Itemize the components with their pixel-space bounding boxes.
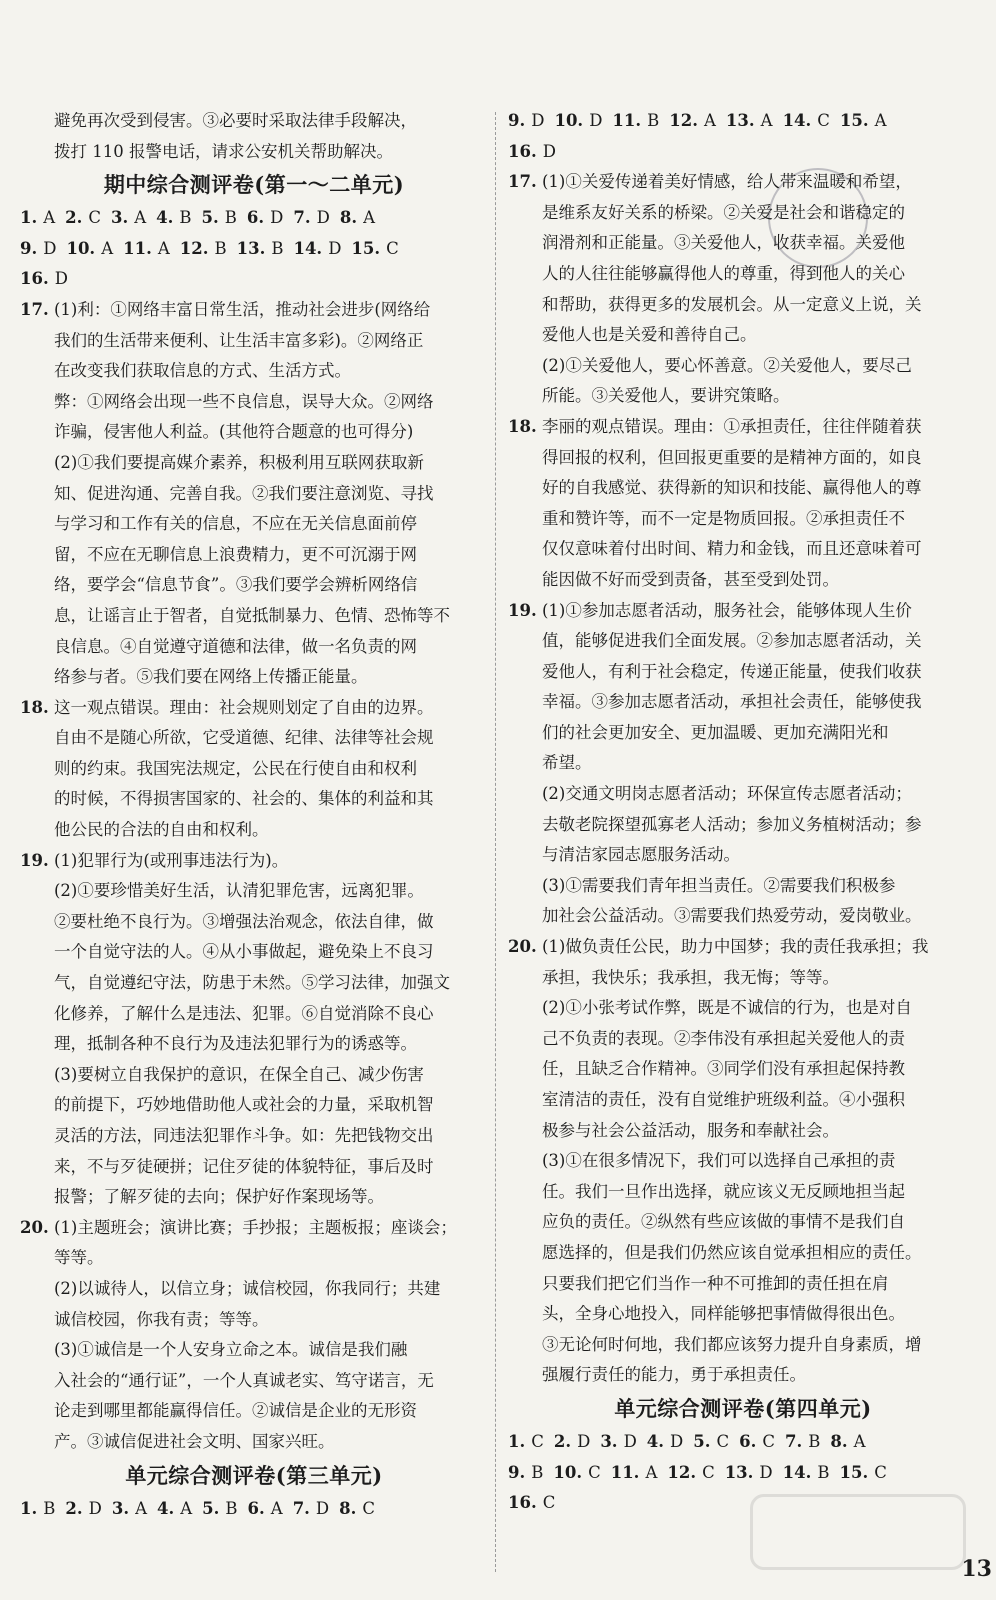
answer-text-line: 与清洁家园志愿服务活动。 [542,845,740,865]
answer-item [202,208,237,227]
answer-text-line: 拨打 110 报警电话，请求公安机关帮助解决。 [54,141,393,161]
answer-item [554,111,602,130]
answer-choice: C [88,208,102,228]
answer-choice: B [808,1431,821,1451]
question-number: 11. [123,238,152,258]
answer-item [202,1499,237,1518]
answer-item [785,1432,820,1451]
answer-item [340,208,375,227]
answer-text-line: (2)①我们要提高媒介素养，积极利用互联网获取新 [54,452,424,472]
answer-item [647,1432,683,1451]
answer-item [830,1432,865,1451]
answer-item [293,1499,329,1518]
question-line [508,596,978,627]
answer-text-line: 一个自觉守法的人。④从小事做起，避免染上不良习 [54,942,434,962]
question-number: 11. [612,111,642,130]
answer-item [783,1463,830,1482]
answer-text-line: 希望。 [542,753,592,773]
answer-text-line: 气，自觉遵纪守法，防患于未然。⑤学习法律，加强文 [54,973,450,993]
answer-item [247,208,283,227]
question-line [508,167,978,198]
answer-choice: D [531,111,545,130]
question-number: 19. [508,600,537,620]
question-number: 6. [739,1431,757,1451]
answer-row [508,1488,978,1519]
answer-item [156,208,191,227]
answer-row [20,234,488,265]
question-number: 16. [508,1493,537,1513]
answer-item [739,1432,775,1451]
answer-text: (1)主题班会；演讲比赛；手抄报；主题板报；座谈会； [54,1217,457,1237]
question-line [20,846,488,877]
answer-text-line: (2)以诚待人，以信立身；诚信校园，你我同行；共建 [54,1278,441,1298]
answer-text-line: 头，全身心地投入，同样能够把事情做得很出色。 [542,1304,905,1324]
answer-text-line: 值，能够促进我们全面发展。②参加志愿者活动，关 [542,631,922,651]
answer-choice: A [101,238,114,258]
question-line [20,1213,488,1244]
answer-choice: D [623,1431,637,1451]
question-number: 5. [693,1431,711,1451]
answer-item [667,1463,714,1482]
answer-text-line: 自由不是随心所欲，它受道德、纪律、法律等社会规 [54,728,434,748]
answer-item [611,1463,658,1482]
answer-text-line: 弊：①网络会出现一些不良信息，误导大众。②网络 [54,391,434,411]
question-number: 12. [179,238,209,258]
answer-text-line: 应负的责任。②纵然有些应该做的事情不是我们自 [542,1212,905,1232]
answer-text-line: 润滑剂和正能量。③关爱他人，收获幸福。关爱他 [542,233,905,253]
answer-choice: C [716,1431,730,1451]
answer-choice: C [762,1431,775,1451]
question-number: 6. [247,1498,265,1518]
answer-text-line: 灵活的方法，同违法犯罪作斗争。如：先把钱物交出 [54,1126,434,1145]
answer-item [600,1432,636,1451]
question-number: 1. [20,1498,38,1518]
answer-item [693,1432,729,1451]
answer-text: (1)做负责任公民，助力中国梦；我的责任我承担；我 [542,937,929,957]
question-line [20,693,488,724]
answer-choice: A [43,208,56,228]
question-number: 9. [508,111,526,130]
answer-item [20,269,68,288]
answer-text-line: 强履行责任的能力，勇于承担责任。 [542,1365,806,1385]
question-number: 5. [201,208,219,228]
answer-choice: C [542,1493,556,1513]
answer-item [293,208,329,227]
answer-text-line: 报警；了解歹徒的去向；保护好作案现场等。 [54,1187,384,1207]
question-number: 14. [782,1462,812,1482]
answer-choice: D [542,141,556,161]
answer-choice: C [386,238,399,258]
answer-choice: A [704,111,716,130]
answer-text: 这一观点错误。理由：社会规则划定了自由的边界。 [54,697,434,717]
answer-text: 李丽的观点错误。理由：①承担责任，往往伴随着获 [542,416,922,436]
question-number: 20. [20,1217,49,1237]
answer-row [20,1494,488,1525]
answer-text-line: (2)①小张考试作弊，既是不诚信的行为，也是对自 [542,998,912,1018]
answer-text-line: 入社会的“通行证”，一个人真诚老实、笃守诺言，无 [54,1370,434,1390]
answer-text-line: ②要杜绝不良行为。③增强法治观念，依法自律，做 [54,911,434,931]
question-number: 7. [292,1498,310,1518]
answer-text-line: 仅仅意味着付出时间、精力和金钱，而且还意味着可 [542,539,922,559]
answer-text-line: 重和赞许等，而不一定是物质回报。②承担责任不 [542,508,905,528]
answer-text-line: 爱他人，有利于社会稳定，传递正能量，使我们收获 [542,661,922,681]
answer-choice: A [134,208,147,228]
answer-item [553,1463,600,1482]
section-heading: 期中综合测评卷(第一～二单元) [103,172,405,198]
answer-choice: D [54,269,68,289]
right-column [508,106,978,1519]
answer-text-line: 化修养，了解什么是违法、犯罪。⑥自觉消除不良心 [54,1003,434,1023]
question-number: 4. [646,1431,665,1451]
answer-row [508,106,978,137]
answer-text-line: 承担，我快乐；我承担，我无悔；等等。 [542,967,839,987]
answer-text-line: 的前提下，巧妙地借助他人或社会的力量，采取机智 [54,1095,434,1115]
answer-item [612,111,659,130]
answer-text-line: 则的约束。我国宪法规定，公民在行使自由和权利 [54,758,417,778]
answer-text-line: 的时候，不得损害国家的、社会的、集体的利益和其 [54,789,434,809]
question-number: 17. [508,172,537,192]
column-divider [495,112,496,1572]
answer-item [112,1499,147,1518]
question-number: 11. [610,1462,640,1482]
answer-text-line: 愿选择的，但是我们仍然应该自觉承担相应的责任。 [542,1242,922,1262]
answer-text-line: 息，让谣言止于智者，自觉抵制暴力、色情、恐怖等不 [54,605,450,625]
answer-text-line: 等等。 [54,1248,104,1268]
answer-text-line: (2)①要珍惜美好生活，认清犯罪危害，远离犯罪。 [54,881,424,901]
question-number: 13. [236,238,266,258]
answer-text-line: 来，不与歹徒硬拼；记住歹徒的体貌特征，事后及时 [54,1156,434,1176]
answer-row [508,1458,978,1489]
answer-text-line: 只要我们把它们当作一种不可推卸的责任担在肩 [542,1273,889,1293]
answer-text-line: 产。③诚信促进社会文明、国家兴旺。 [54,1431,335,1451]
answer-row [508,1427,978,1458]
answer-choice: B [817,1462,830,1482]
question-number: 10. [66,238,96,258]
answer-item [66,239,113,258]
answer-text-line: 在改变我们获取信息的方式、生活方式。 [54,361,351,381]
answer-text-line: 我们的生活带来便利、让生活丰富多彩)。②网络正 [54,330,424,350]
question-number: 7. [784,1431,803,1451]
answer-choice: C [588,1462,601,1482]
answer-text-line: 良信息。④自觉遵守道德和法律，做一名负责的网 [54,636,417,656]
answer-item [65,208,101,227]
answer-item [508,1463,543,1482]
answer-row [20,264,488,295]
answer-text-line: 加社会公益活动。③需要我们热爱劳动，爱岗敬业。 [542,906,922,926]
answer-item [20,239,56,258]
question-number: 8. [339,208,358,228]
answer-choice: B [271,238,284,258]
answer-choice: A [270,1498,283,1518]
answer-choice: A [135,1498,147,1518]
answer-choice: A [157,238,170,258]
answer-text-line: ③无论何时何地，我们都应该努力提升自身素质，增 [542,1334,922,1354]
answer-text-line: 和帮助，获得更多的发展机会。从一定意义上说，关 [542,294,922,314]
answer-text-line: 诚信校园，你我有责；等等。 [54,1309,269,1329]
answer-text-line: 爱他人也是关爱和善待自己。 [542,325,757,345]
answer-text-line: 论走到哪里都能赢得信任。②诚信是企业的无形资 [54,1401,417,1421]
answer-item [180,239,227,258]
answer-choice: B [179,208,192,228]
answer-item [508,1493,555,1512]
answer-item [123,239,170,258]
answer-text-line: 们的社会更加安全、更加温暖、更加充满阳光和 [542,722,889,742]
answer-text-line: 己不负责的表现。②李伟没有承担起关爱他人的责 [542,1028,905,1048]
section-heading: 单元综合测评卷(第三单元) [125,1462,383,1488]
question-number: 13. [725,111,755,130]
answer-text-line: (3)①诚信是一个人安身立命之本。诚信是我们融 [54,1340,408,1360]
question-number: 1. [20,208,38,228]
answer-choice: D [670,1431,684,1451]
answer-text-line: 避免再次受到侵害。③必要时采取法律手段解决， [54,111,417,130]
answer-choice: B [531,1462,544,1482]
answer-choice: D [589,111,603,130]
answer-choice: B [647,111,660,130]
answer-text-line: (3)①在很多情况下，我们可以选择自己承担的责 [542,1151,896,1171]
question-number: 16. [508,141,537,161]
answer-choice: A [853,1431,866,1451]
answer-choice: A [874,111,887,130]
answer-choice: C [702,1462,715,1482]
answer-text: (1)①参加志愿者活动，服务社会，能够体现人生价 [542,600,912,620]
answer-text-line: 络参与者。⑤我们要在网络上传播正能量。 [54,667,368,687]
answer-item [111,208,146,227]
answer-item [351,239,398,258]
question-number: 3. [111,1498,130,1518]
question-number: 13. [724,1462,754,1482]
question-number: 15. [351,238,381,258]
answer-choice: C [531,1431,544,1451]
question-number: 14. [293,238,323,258]
answer-text-line: 是维系友好关系的桥梁。②关爱是社会和谐稳定的 [542,202,905,222]
answer-text-line: 留，不应在无聊信息上浪费精力，更不可沉溺于网 [54,544,417,564]
answer-item [508,142,556,161]
question-line [508,932,978,963]
question-number: 15. [839,111,869,130]
question-number: 1. [508,1431,526,1451]
answer-text-line: (3)要树立自我保护的意识，在保全自己、减少伤害 [54,1064,424,1084]
answer-choice: C [817,111,830,130]
question-number: 20. [508,937,537,957]
answer-text-line: 知、促进沟通、完善自我。②我们要注意浏览、寻找 [54,483,434,503]
section-heading: 单元综合测评卷(第四单元) [614,1395,872,1421]
answer-text-line: 络，要学会“信息节食”。③我们要学会辨析网络信 [54,575,418,595]
answer-item [293,239,341,258]
answer-text-line: 理，抵制各种不良行为及违法犯罪行为的诱惑等。 [54,1034,417,1054]
answer-choice: A [363,208,376,228]
left-column [20,106,488,1524]
answer-item [669,111,716,130]
answer-choice: D [315,1498,330,1518]
answer-text-line: (2)①关爱他人，要心怀善意。②关爱他人，要尽己 [542,355,912,375]
question-number: 10. [554,111,584,130]
question-number: 18. [508,416,537,436]
answer-text-line: 幸福。③参加志愿者活动，承担社会责任，能够使我 [542,692,922,712]
answer-text-line: 任。我们一旦作出选择，就应该义无反顾地担当起 [542,1181,905,1201]
question-number: 10. [553,1462,583,1482]
answer-choice: A [180,1498,193,1518]
answer-item [725,1463,773,1482]
answer-choice: B [43,1498,56,1518]
question-number: 14. [782,111,812,130]
question-number: 8. [830,1431,848,1451]
answer-choice: A [760,111,773,130]
answer-text-line: 去敬老院探望孤寡老人活动；参加义务植树活动；参 [542,814,922,834]
answer-choice: B [214,238,227,258]
answer-item [248,1499,283,1518]
answer-text-line: 任，且缺乏合作精神。③同学们没有承担起保持教 [542,1059,905,1079]
answer-text-line: 所能。③关爱他人，要讲究策略。 [542,386,790,406]
answer-text-line: 室清洁的责任，没有自觉维护班级利益。④小强积 [542,1090,905,1109]
answer-item [20,1499,55,1518]
answer-item [840,1463,887,1482]
answer-row [20,203,488,234]
question-number: 5. [202,1498,220,1518]
answer-text: (1)利：①网络丰富日常生活，推动社会进步(网络给 [54,299,431,319]
answer-choice: D [43,238,57,258]
question-number: 3. [600,1431,618,1451]
answer-text-line: (3)①需要我们青年担当责任。②需要我们积极参 [542,875,896,895]
answer-choice: D [270,208,284,228]
question-line [508,412,978,443]
question-number: 19. [20,850,49,870]
question-number: 4. [156,208,174,228]
answer-text-line: (2)交通文明岗志愿者活动；环保宣传志愿者活动； [542,784,912,804]
answer-text-line: 与学习和工作有关的信息，不应在无关信息面前停 [54,514,417,534]
question-number: 17. [20,299,49,319]
question-number: 2. [65,1498,83,1518]
answer-text: (1)①关爱传递着美好情感，给人带来温暖和希望， [542,172,912,192]
answer-item [508,1432,544,1451]
question-number: 7. [293,208,311,228]
answer-choice: D [577,1431,591,1451]
answer-item [237,239,284,258]
answer-item [840,111,887,130]
question-number: 3. [111,208,129,228]
answer-row [508,137,978,168]
question-number: 4. [157,1498,175,1518]
answer-choice: B [224,208,237,228]
answer-text-line: 极参与社会公益活动，服务和奉献社会。 [542,1120,839,1140]
answer-choice: D [328,238,342,258]
answer-text-line: 能因做不好而受到责备，甚至受到处罚。 [542,569,839,589]
answer-item [157,1499,192,1518]
answer-choice: D [759,1462,773,1482]
question-number: 15. [839,1462,869,1482]
answer-text: (1)犯罪行为(或刑事违法行为)。 [54,850,289,870]
question-number: 12. [667,1462,697,1482]
question-number: 16. [20,269,49,289]
answer-choice: C [874,1462,887,1482]
answer-item [20,208,55,227]
answer-text-line: 人的人往往能够赢得他人的尊重，得到他人的关心 [542,263,905,283]
answer-item [726,111,773,130]
question-number: 9. [508,1462,526,1482]
page-number: 13 [961,1556,992,1582]
answer-item [339,1499,375,1518]
answer-choice: D [316,208,330,228]
answer-item [783,111,830,130]
question-number: 2. [553,1431,572,1451]
answer-text-line: 好的自我感觉、获得新的知识和技能、赢得他人的尊 [542,478,922,498]
answer-item [554,1432,590,1451]
answer-choice: A [645,1462,658,1482]
answer-choice: D [88,1498,102,1518]
question-number: 6. [246,208,265,228]
question-number: 12. [669,111,698,130]
answer-text-line: 他公民的合法的自由和权利。 [54,820,269,840]
answer-item [65,1499,101,1518]
answer-text-line: 得回报的权利，但回报更重要的是精神方面的，如良 [542,447,922,467]
question-number: 8. [339,1498,357,1518]
question-number: 18. [20,697,49,717]
question-line [20,295,488,326]
question-number: 9. [20,238,38,258]
answer-choice: B [225,1498,238,1518]
answer-choice: C [362,1498,376,1518]
answer-text-line: 诈骗，侵害他人利益。(其他符合题意的也可得分) [54,422,414,442]
question-number: 2. [65,208,83,228]
answer-item [508,111,544,130]
